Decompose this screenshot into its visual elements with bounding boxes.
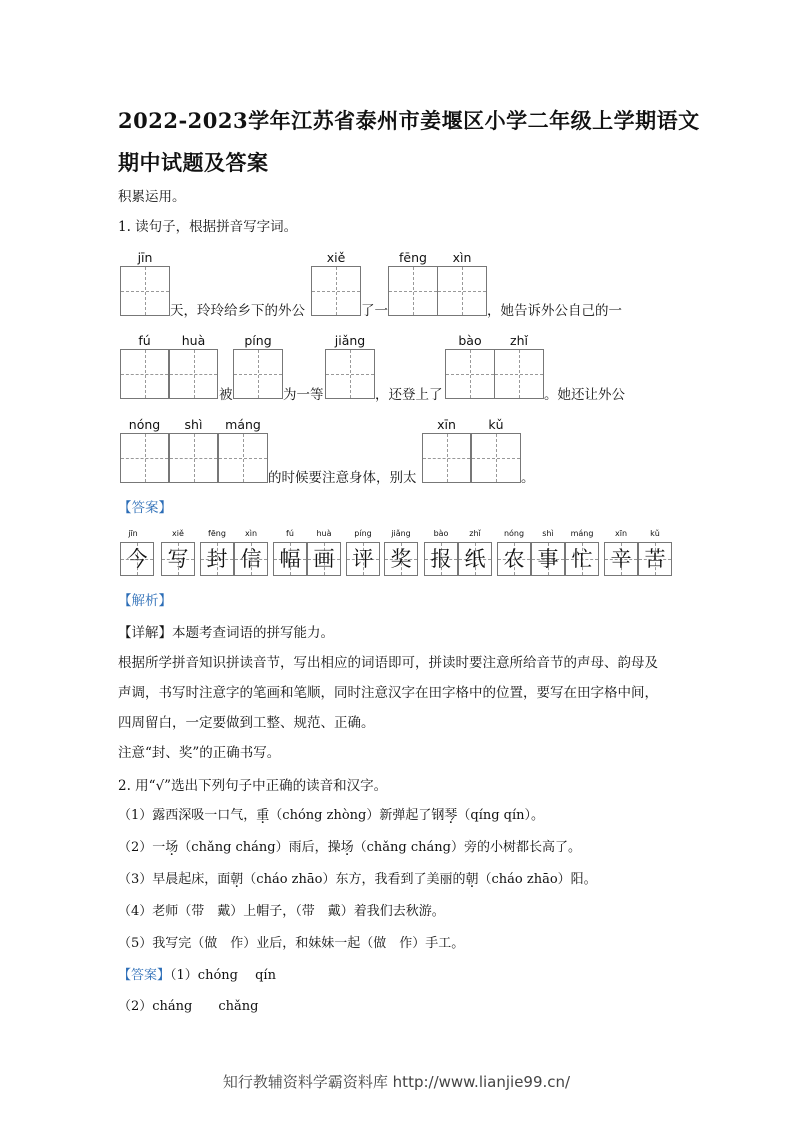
q2-answer-line: （2）cháng chǎng	[118, 999, 259, 1014]
page-title-line2: 期中试题及答案	[118, 150, 269, 175]
q1-pinyin: máng	[225, 417, 261, 432]
answer-label: 【答案】	[118, 968, 171, 983]
tian-grid-box[interactable]	[120, 433, 169, 483]
answer-char: 辛	[610, 547, 632, 571]
q2-item: （1）露西深吸一口气，重（chóng zhòng）新弹起了钢琴（qíng qín）。	[118, 808, 545, 823]
answer-pinyin: nóng	[503, 529, 525, 538]
q1-pinyin: nóng	[128, 417, 161, 432]
q2-item: （4）老师（带 戴）上帽子，（带 戴）着我们去秋游。	[118, 904, 445, 919]
tian-grid-box[interactable]	[169, 349, 218, 399]
answer-strip	[120, 529, 670, 579]
answer-char: 今	[126, 547, 148, 571]
q2-item: （2）一场（chǎng cháng）雨后，操场（chǎng cháng）旁的小树都长高了。	[118, 840, 581, 855]
answer-pinyin: xīn	[614, 529, 628, 538]
answer-char: 农	[503, 547, 525, 571]
tian-grid-box[interactable]	[233, 349, 283, 399]
q1-pinyin: huà	[181, 333, 206, 348]
answer-char: 奖	[390, 547, 412, 571]
q1-pinyin: zhǐ	[510, 333, 528, 348]
answer-pinyin: huà	[316, 529, 332, 538]
q1-text: 了一	[361, 303, 388, 319]
answer-pinyin: shì	[542, 529, 554, 538]
answer-char: 苦	[644, 547, 666, 571]
tian-grid-box[interactable]	[437, 266, 487, 316]
analysis-paragraph: 声调，书写时注意字的笔画和笔顺，同时注意汉字在田字格中的位置，要写在田字格中间，	[118, 685, 658, 701]
tian-grid-box[interactable]	[120, 349, 169, 399]
section-title: 积累运用。	[118, 189, 186, 205]
answer-pinyin: xiě	[172, 529, 184, 538]
answer-pinyin: kǔ	[650, 529, 660, 538]
q1-pinyin: bào	[458, 333, 482, 348]
q1-text: 。她还让外公	[544, 387, 625, 403]
q1-pinyin: shì	[184, 417, 203, 432]
answer-char: 事	[537, 547, 559, 571]
q1-pinyin: fú	[138, 333, 151, 348]
q1-text: ，她告诉外公自己的一	[487, 303, 622, 319]
answer-pinyin: xìn	[244, 529, 258, 538]
answer-pinyin: píng	[354, 529, 372, 538]
answer-char: 报	[430, 547, 452, 571]
tian-grid-box[interactable]	[311, 266, 361, 316]
answer-pinyin: bào	[433, 529, 449, 538]
answer-char: 纸	[464, 547, 486, 571]
answer-pinyin: jiǎng	[391, 529, 411, 538]
answer-pinyin: jīn	[128, 529, 138, 538]
tian-grid-box[interactable]	[388, 266, 438, 316]
q1-text: 被	[219, 387, 233, 403]
q1-pinyin: fēng	[399, 250, 427, 265]
analysis-label: 【解析】	[118, 593, 172, 609]
answer-char: 画	[313, 547, 335, 571]
q2-prompt: 2. 用“√”选出下列句子中正确的读音和汉字。	[118, 778, 388, 794]
q2-item: （5）我写完（做 作）业后，和妹妹一起（做 作）手工。	[118, 936, 465, 951]
q2-answer-line: 【答案】（1）chóng qín	[118, 968, 276, 983]
answer-char: 写	[167, 547, 189, 571]
tian-grid-box[interactable]	[169, 433, 218, 483]
answer-pinyin: máng	[570, 529, 594, 538]
answer-char: 忙	[571, 547, 593, 571]
detail-line: 【详解】本题考查词语的拼写能力。	[118, 625, 334, 641]
q1-text: 天，玲玲给乡下的外公	[170, 303, 305, 319]
tian-grid-box[interactable]	[471, 433, 521, 483]
q1-prompt: 1. 读句子，根据拼音写字词。	[118, 219, 298, 235]
answer-char: 封	[206, 547, 228, 571]
q1-text: 为一等	[283, 387, 324, 403]
q1-pinyin: píng	[244, 333, 272, 348]
q1-pinyin: kǔ	[488, 417, 504, 432]
tian-grid-box[interactable]	[422, 433, 471, 483]
q1-pinyin: xiě	[326, 250, 346, 265]
tian-grid-box[interactable]	[445, 349, 495, 399]
analysis-note: 注意“封、奖”的正确书写。	[118, 745, 281, 761]
tian-grid-box[interactable]	[218, 433, 268, 483]
q1-text: 。	[521, 470, 535, 486]
q1-pinyin: jīn	[137, 250, 153, 265]
answer-pinyin: fēng	[208, 529, 226, 538]
q1-pinyin: xìn	[452, 250, 472, 265]
answer-pinyin: zhǐ	[469, 529, 481, 538]
q1-pinyin: xīn	[437, 417, 456, 432]
analysis-paragraph: 四周留白，一定要做到工整、规范、正确。	[118, 715, 375, 731]
page-footer: 知行教辅资料学霸资料库 http://www.lianjie99.cn/	[222, 1073, 571, 1091]
q2-item: （3）早晨起床，面朝（cháo zhāo）东方，我看到了美丽的朝（cháo zhāo）阳。	[118, 872, 597, 887]
tian-grid-box[interactable]	[494, 349, 544, 399]
q1-text: 的时候要注意身体，别太	[268, 470, 417, 486]
page-title-line1: 2022-2023学年江苏省泰州市姜堰区小学二年级上学期语文	[118, 108, 700, 133]
answer-label: 【答案】	[118, 500, 172, 516]
q1-pinyin: jiǎng	[334, 333, 366, 348]
answer-char: 信	[240, 547, 262, 571]
analysis-paragraph: 根据所学拼音知识拼读音节，写出相应的词语即可，拼读时要注意所给音节的声母、韵母及	[118, 655, 658, 671]
answer-char: 幅	[279, 547, 301, 571]
q1-text: ，还登上了	[375, 387, 443, 403]
tian-grid-box[interactable]	[325, 349, 375, 399]
answer-char: 评	[352, 547, 374, 571]
answer-pinyin: fú	[286, 529, 294, 538]
tian-grid-box[interactable]	[120, 266, 170, 316]
